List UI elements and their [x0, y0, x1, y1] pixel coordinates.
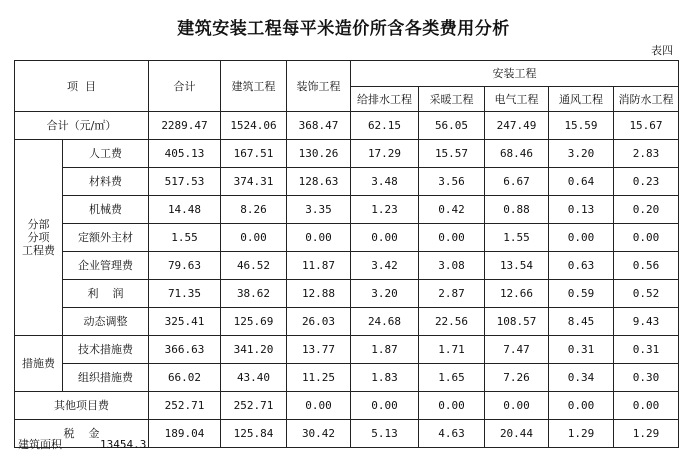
group-sub-line: 分项: [27, 231, 50, 244]
value-cell: 12.66: [485, 280, 549, 308]
value-cell: 1.55: [485, 224, 549, 252]
value-cell: 66.02: [149, 364, 221, 392]
value-cell: 38.62: [221, 280, 287, 308]
row-label: 利 润: [63, 280, 149, 308]
cost-analysis-table: [14, 60, 679, 448]
value-cell: 9.43: [614, 308, 679, 336]
value-cell: 24.68: [351, 308, 419, 336]
value-cell: 125.84: [221, 420, 287, 448]
row-label: 组织措施费: [63, 364, 149, 392]
value-cell: 1.65: [419, 364, 485, 392]
table-row-total: [15, 112, 679, 140]
value-cell: 13.77: [287, 336, 351, 364]
value-cell: 15.67: [614, 112, 679, 140]
row-label: 税 金: [15, 420, 149, 448]
value-cell: 0.59: [549, 280, 614, 308]
value-cell: 3.48: [351, 168, 419, 196]
value-cell: 252.71: [221, 392, 287, 420]
value-cell: 3.42: [351, 252, 419, 280]
header-install-group: 安装工程: [351, 61, 679, 87]
row-label: 材料费: [63, 168, 149, 196]
value-cell: 1.83: [351, 364, 419, 392]
table-row-labor: [15, 140, 679, 168]
value-cell: 0.00: [287, 392, 351, 420]
value-cell: 167.51: [221, 140, 287, 168]
row-label: 技术措施费: [63, 336, 149, 364]
table-row-machine: [15, 196, 679, 224]
value-cell: 0.00: [549, 392, 614, 420]
value-cell: 0.00: [351, 224, 419, 252]
row-label: 其他项目费: [15, 392, 149, 420]
row-label: 企业管理费: [63, 252, 149, 280]
group-measure-cell: 措施费: [15, 336, 63, 392]
value-cell: 130.26: [287, 140, 351, 168]
header-item: 项 目: [15, 61, 149, 112]
value-cell: 0.00: [221, 224, 287, 252]
header-ventilation: 通风工程: [549, 87, 614, 112]
value-cell: 1.29: [614, 420, 679, 448]
group-sub-line: 分部: [27, 218, 50, 231]
table-row-org: [15, 364, 679, 392]
value-cell: 0.00: [614, 392, 679, 420]
value-cell: 3.08: [419, 252, 485, 280]
header-building: 建筑工程: [221, 61, 287, 112]
value-cell: 68.46: [485, 140, 549, 168]
value-cell: 13.54: [485, 252, 549, 280]
value-cell: 125.69: [221, 308, 287, 336]
value-cell: 8.45: [549, 308, 614, 336]
value-cell: 1.23: [351, 196, 419, 224]
value-cell: 79.63: [149, 252, 221, 280]
value-cell: 2289.47: [149, 112, 221, 140]
value-cell: 0.30: [614, 364, 679, 392]
table-row-material: [15, 168, 679, 196]
value-cell: 0.52: [614, 280, 679, 308]
row-label: 合计（元/㎡）: [15, 112, 149, 140]
value-cell: 3.35: [287, 196, 351, 224]
header-electric: 电气工程: [485, 87, 549, 112]
value-cell: 405.13: [149, 140, 221, 168]
table-row-quota-main: [15, 224, 679, 252]
value-cell: 252.71: [149, 392, 221, 420]
table-row-tech: [15, 336, 679, 364]
value-cell: 0.20: [614, 196, 679, 224]
value-cell: 374.31: [221, 168, 287, 196]
value-cell: 325.41: [149, 308, 221, 336]
value-cell: 341.20: [221, 336, 287, 364]
footer-area-label: 建筑面积: [18, 438, 62, 451]
value-cell: 0.23: [614, 168, 679, 196]
header-decoration: 装饰工程: [287, 61, 351, 112]
value-cell: 0.31: [549, 336, 614, 364]
table-row-profit: [15, 280, 679, 308]
value-cell: 108.57: [485, 308, 549, 336]
value-cell: 1.55: [149, 224, 221, 252]
value-cell: 3.56: [419, 168, 485, 196]
value-cell: 8.26: [221, 196, 287, 224]
value-cell: 0.34: [549, 364, 614, 392]
table-row-dynamic: [15, 308, 679, 336]
group-sub-line: 工程费: [22, 244, 55, 257]
value-cell: 22.56: [419, 308, 485, 336]
value-cell: 366.63: [149, 336, 221, 364]
value-cell: 0.31: [614, 336, 679, 364]
value-cell: 14.48: [149, 196, 221, 224]
header-row-1: [15, 61, 679, 87]
value-cell: 247.49: [485, 112, 549, 140]
value-cell: 0.64: [549, 168, 614, 196]
value-cell: 15.57: [419, 140, 485, 168]
value-cell: 368.47: [287, 112, 351, 140]
value-cell: 26.03: [287, 308, 351, 336]
value-cell: 4.63: [419, 420, 485, 448]
value-cell: 7.26: [485, 364, 549, 392]
value-cell: 0.00: [351, 392, 419, 420]
value-cell: 1.71: [419, 336, 485, 364]
value-cell: 0.00: [614, 224, 679, 252]
group-sub-cell: [15, 140, 63, 336]
row-label: 人工费: [63, 140, 149, 168]
value-cell: 1.29: [549, 420, 614, 448]
value-cell: 1.87: [351, 336, 419, 364]
value-cell: 3.20: [549, 140, 614, 168]
footer: [18, 436, 146, 452]
value-cell: 20.44: [485, 420, 549, 448]
value-cell: 0.42: [419, 196, 485, 224]
value-cell: 0.00: [419, 392, 485, 420]
value-cell: 0.63: [549, 252, 614, 280]
value-cell: 6.67: [485, 168, 549, 196]
value-cell: 15.59: [549, 112, 614, 140]
value-cell: 46.52: [221, 252, 287, 280]
value-cell: 62.15: [351, 112, 419, 140]
value-cell: 0.00: [549, 224, 614, 252]
value-cell: 56.05: [419, 112, 485, 140]
value-cell: 128.63: [287, 168, 351, 196]
header-heating: 采暖工程: [419, 87, 485, 112]
value-cell: 30.42: [287, 420, 351, 448]
row-label: 定额外主材: [63, 224, 149, 252]
value-cell: 0.00: [419, 224, 485, 252]
value-cell: 11.87: [287, 252, 351, 280]
value-cell: 0.00: [485, 392, 549, 420]
value-cell: 2.83: [614, 140, 679, 168]
value-cell: 1524.06: [221, 112, 287, 140]
value-cell: 5.13: [351, 420, 419, 448]
footer-area-value: 13454.3: [100, 438, 147, 451]
header-total: 合计: [149, 61, 221, 112]
value-cell: 2.87: [419, 280, 485, 308]
row-label: 动态调整: [63, 308, 149, 336]
table-row-other: [15, 392, 679, 420]
value-cell: 12.88: [287, 280, 351, 308]
value-cell: 0.13: [549, 196, 614, 224]
page-title: 建筑安装工程每平米造价所含各类费用分析: [177, 19, 510, 39]
header-fire: 消防水工程: [614, 87, 679, 112]
value-cell: 0.56: [614, 252, 679, 280]
value-cell: 0.00: [287, 224, 351, 252]
table-number: 表四: [651, 44, 673, 57]
row-label: 机械费: [63, 196, 149, 224]
value-cell: 189.04: [149, 420, 221, 448]
value-cell: 17.29: [351, 140, 419, 168]
header-water: 给排水工程: [351, 87, 419, 112]
value-cell: 7.47: [485, 336, 549, 364]
value-cell: 3.20: [351, 280, 419, 308]
value-cell: 71.35: [149, 280, 221, 308]
value-cell: 0.88: [485, 196, 549, 224]
value-cell: 43.40: [221, 364, 287, 392]
table-row-management: [15, 252, 679, 280]
value-cell: 517.53: [149, 168, 221, 196]
value-cell: 11.25: [287, 364, 351, 392]
